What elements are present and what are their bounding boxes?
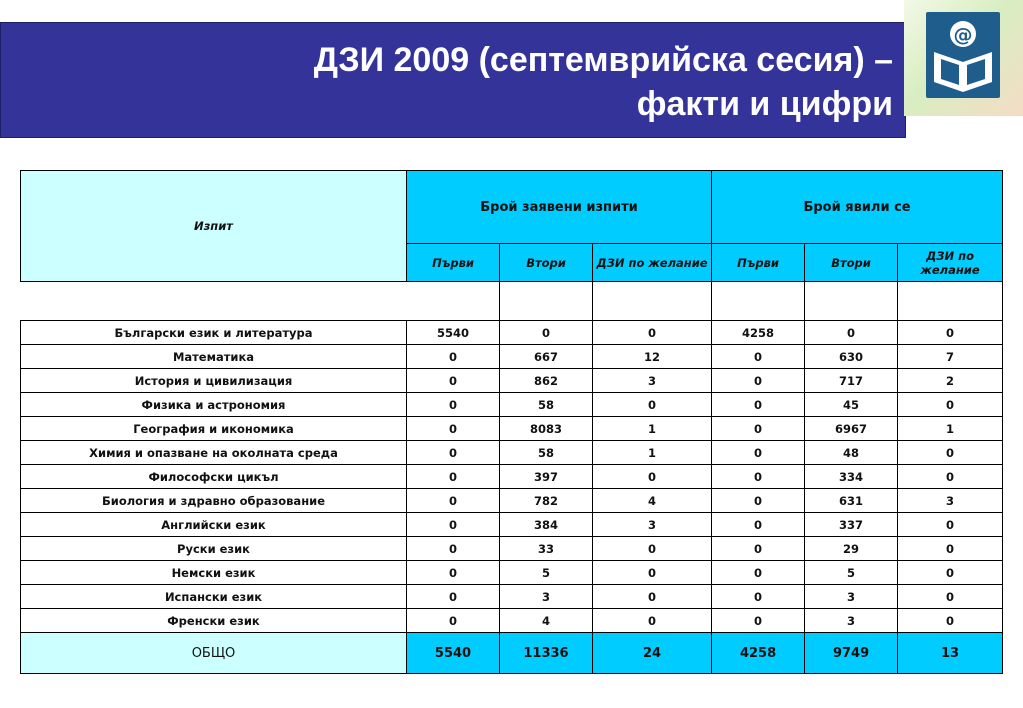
exam-name-cell: Български език и литература: [21, 321, 407, 345]
exam-name-cell: Френски език: [21, 609, 407, 633]
value-cell: 384: [500, 513, 593, 537]
value-cell: 3: [805, 609, 898, 633]
value-cell: 0: [407, 609, 500, 633]
value-cell: 0: [407, 441, 500, 465]
value-cell: 0: [407, 561, 500, 585]
group-header-declared: Брой заявени изпити: [407, 171, 712, 244]
value-cell: 5540: [407, 321, 500, 345]
value-cell: 0: [898, 441, 1003, 465]
subheader-parvi-declared: Първи: [407, 244, 500, 282]
value-cell: 48: [805, 441, 898, 465]
value-cell: 0: [712, 609, 805, 633]
value-cell: 33: [500, 537, 593, 561]
value-cell: 0: [712, 561, 805, 585]
total-cell: 24: [593, 633, 712, 674]
value-cell: 4: [500, 609, 593, 633]
total-cell: 11336: [500, 633, 593, 674]
value-cell: 6967: [805, 417, 898, 441]
value-cell: 0: [500, 321, 593, 345]
value-cell: 1: [593, 417, 712, 441]
title-banner: [0, 22, 906, 138]
table-row: [21, 417, 1003, 441]
value-cell: 3: [593, 369, 712, 393]
spacer-row: [21, 282, 1003, 321]
value-cell: 58: [500, 393, 593, 417]
value-cell: 0: [407, 489, 500, 513]
page-title-line-1: ДЗИ 2009 (септемврийска сесия) –: [313, 41, 893, 79]
table-row: [21, 609, 1003, 633]
exam-name-cell: Математика: [21, 345, 407, 369]
subheader-dzi-attended: ДЗИ по желание: [898, 244, 1003, 282]
total-label: ОБЩО: [21, 633, 407, 674]
value-cell: 12: [593, 345, 712, 369]
page-title-line-2: факти и цифри: [636, 85, 893, 123]
exam-name-cell: Испански език: [21, 585, 407, 609]
value-cell: 1: [593, 441, 712, 465]
exam-name-cell: Философски цикъл: [21, 465, 407, 489]
total-cell: 9749: [805, 633, 898, 674]
table-row: [21, 585, 1003, 609]
value-cell: 0: [407, 513, 500, 537]
value-cell: 0: [805, 321, 898, 345]
value-cell: 0: [712, 513, 805, 537]
exam-name-cell: Английски език: [21, 513, 407, 537]
table-row: [21, 369, 1003, 393]
value-cell: 0: [712, 369, 805, 393]
exam-name-cell: Физика и астрономия: [21, 393, 407, 417]
value-cell: 5: [805, 561, 898, 585]
value-cell: 0: [898, 561, 1003, 585]
value-cell: 0: [898, 513, 1003, 537]
exam-name-cell: Биология и здравно образование: [21, 489, 407, 513]
value-cell: 0: [898, 393, 1003, 417]
value-cell: 3: [593, 513, 712, 537]
value-cell: 3: [500, 585, 593, 609]
results-table: [20, 170, 1003, 674]
svg-text:@: @: [953, 24, 973, 46]
value-cell: 0: [407, 465, 500, 489]
value-cell: 4258: [712, 321, 805, 345]
value-cell: 0: [898, 609, 1003, 633]
value-cell: 717: [805, 369, 898, 393]
value-cell: 0: [712, 585, 805, 609]
book-at-icon: [926, 12, 1000, 98]
table-row: [21, 465, 1003, 489]
table-row: [21, 321, 1003, 345]
value-cell: 29: [805, 537, 898, 561]
value-cell: 0: [593, 609, 712, 633]
value-cell: 58: [500, 441, 593, 465]
value-cell: 0: [407, 345, 500, 369]
value-cell: 1: [898, 417, 1003, 441]
value-cell: 0: [593, 393, 712, 417]
value-cell: 0: [712, 441, 805, 465]
value-cell: 667: [500, 345, 593, 369]
value-cell: 0: [593, 465, 712, 489]
logo: [904, 0, 1023, 116]
value-cell: 631: [805, 489, 898, 513]
value-cell: 3: [898, 489, 1003, 513]
value-cell: 0: [712, 489, 805, 513]
value-cell: 862: [500, 369, 593, 393]
value-cell: 0: [593, 321, 712, 345]
table-row: [21, 489, 1003, 513]
value-cell: 5: [500, 561, 593, 585]
value-cell: 0: [712, 465, 805, 489]
total-cell: 13: [898, 633, 1003, 674]
value-cell: 7: [898, 345, 1003, 369]
exam-name-cell: География и икономика: [21, 417, 407, 441]
value-cell: 0: [593, 561, 712, 585]
value-cell: 397: [500, 465, 593, 489]
table-row: [21, 393, 1003, 417]
value-cell: 3: [805, 585, 898, 609]
total-cell: 4258: [712, 633, 805, 674]
table-body: [21, 321, 1003, 633]
value-cell: 0: [898, 321, 1003, 345]
value-cell: 337: [805, 513, 898, 537]
value-cell: 0: [593, 537, 712, 561]
value-cell: 0: [407, 369, 500, 393]
value-cell: 0: [407, 417, 500, 441]
table-row: [21, 441, 1003, 465]
value-cell: 0: [407, 537, 500, 561]
table-row: [21, 537, 1003, 561]
value-cell: 0: [593, 585, 712, 609]
total-row: [21, 633, 1003, 674]
exam-name-cell: История и цивилизация: [21, 369, 407, 393]
value-cell: 0: [712, 345, 805, 369]
table-row: [21, 561, 1003, 585]
value-cell: 8083: [500, 417, 593, 441]
value-cell: 0: [712, 417, 805, 441]
subheader-vtori-declared: Втори: [500, 244, 593, 282]
value-cell: 630: [805, 345, 898, 369]
subheader-parvi-attended: Първи: [712, 244, 805, 282]
table-row: [21, 513, 1003, 537]
value-cell: 782: [500, 489, 593, 513]
value-cell: 0: [898, 537, 1003, 561]
total-cell: 5540: [407, 633, 500, 674]
group-header-attended: Брой явили се: [712, 171, 1003, 244]
value-cell: 0: [712, 537, 805, 561]
exam-name-cell: Немски език: [21, 561, 407, 585]
value-cell: 0: [712, 393, 805, 417]
subheader-vtori-attended: Втори: [805, 244, 898, 282]
value-cell: 334: [805, 465, 898, 489]
column-header-izpit: Изпит: [21, 171, 407, 282]
value-cell: 4: [593, 489, 712, 513]
exam-name-cell: Химия и опазване на околната среда: [21, 441, 407, 465]
exam-name-cell: Руски език: [21, 537, 407, 561]
table-row: [21, 345, 1003, 369]
value-cell: 0: [407, 393, 500, 417]
subheader-dzi-declared: ДЗИ по желание: [593, 244, 712, 282]
value-cell: 0: [898, 465, 1003, 489]
value-cell: 0: [898, 585, 1003, 609]
value-cell: 2: [898, 369, 1003, 393]
value-cell: 0: [407, 585, 500, 609]
value-cell: 45: [805, 393, 898, 417]
